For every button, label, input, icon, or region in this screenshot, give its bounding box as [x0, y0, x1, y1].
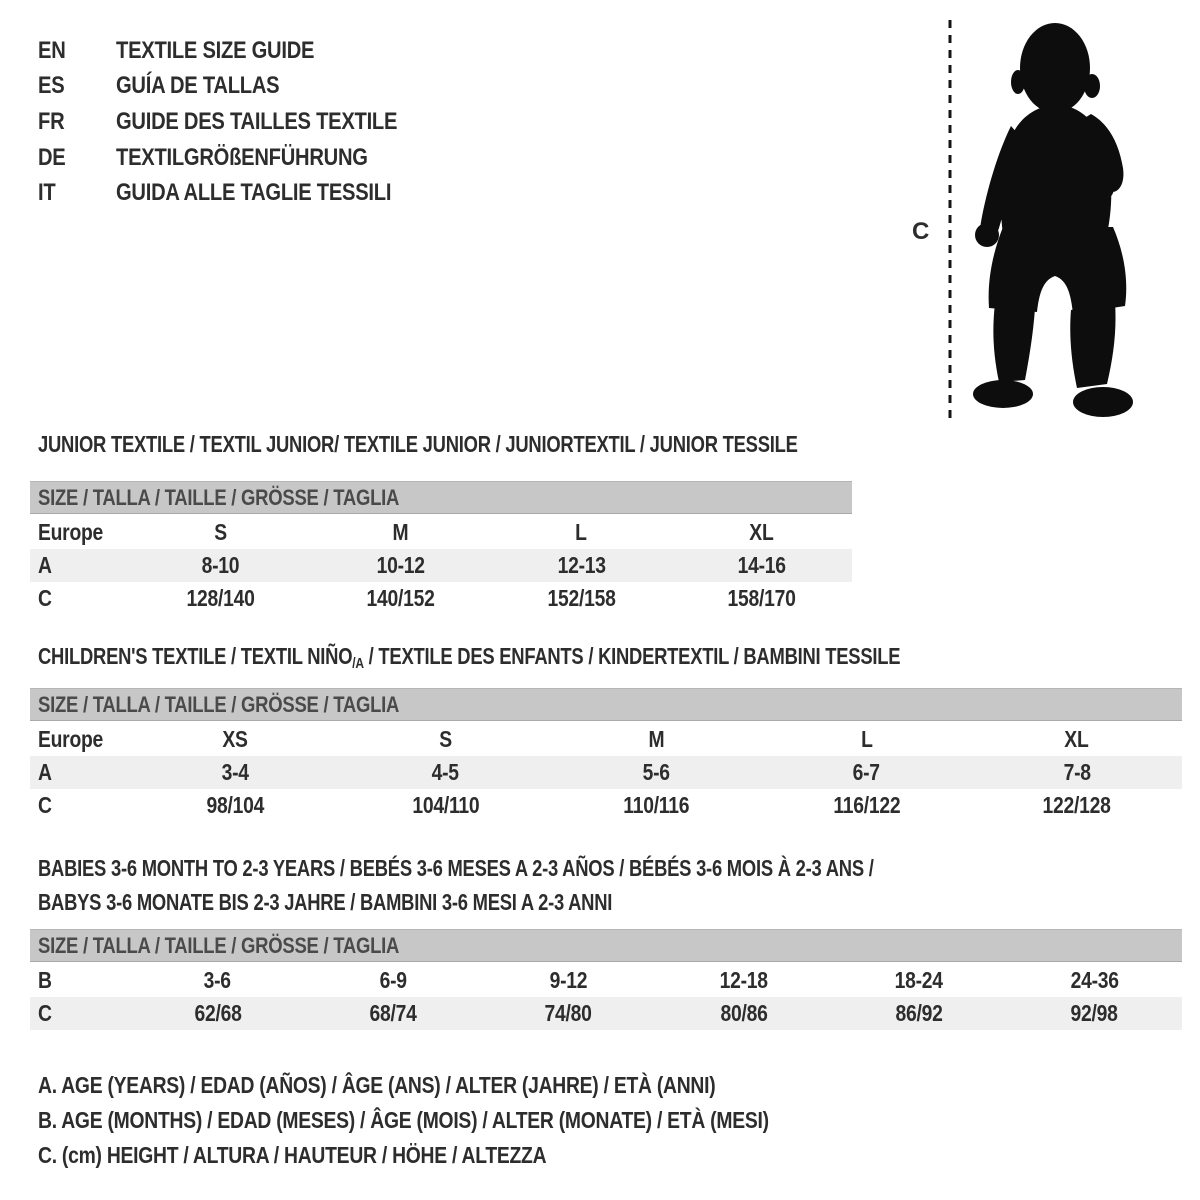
- measure-key-height: [38, 1138, 908, 1173]
- size-cell-text: M: [648, 726, 664, 752]
- row-label-text: A: [38, 552, 52, 578]
- value-cell: [761, 759, 971, 786]
- junior-table: [30, 516, 852, 615]
- size-cell: [761, 726, 971, 753]
- value-cell-text: 140/152: [366, 585, 435, 611]
- junior-heading-text: JUNIOR TEXTILE / TEXTIL JUNIOR/ TEXTILE JUNIOR / JUNIORTEXTIL / JUNIOR TESSILE: [38, 431, 798, 457]
- row-label-text: Europe: [38, 726, 104, 752]
- value-cell-text: 10-12: [376, 552, 425, 578]
- size-bar-text: SIZE / TALLA / TAILLE / GRÖSSE / TAGLIA: [38, 933, 400, 958]
- lang-code-text: DE: [38, 143, 66, 171]
- size-cell: [340, 726, 550, 753]
- size-cell-text: S: [213, 519, 227, 545]
- lang-title: [116, 37, 352, 65]
- value-cell-text: 9-12: [549, 967, 588, 993]
- row-label-text: Europe: [38, 519, 104, 545]
- row-label-text: A: [38, 759, 52, 785]
- value-cell-text: 68/74: [369, 1000, 417, 1026]
- lang-code: [38, 72, 116, 100]
- size-cell-text: XS: [222, 726, 248, 752]
- value-cell: [130, 1000, 305, 1027]
- value-cell: [491, 585, 672, 612]
- lang-title: [116, 144, 416, 172]
- lang-title-text: GUIDA ALLE TAGLIE TESSILI: [116, 179, 392, 207]
- value-cell-text: 7-8: [1063, 759, 1091, 785]
- value-cell-text: 8-10: [201, 552, 240, 578]
- lang-title-text: GUIDE DES TAILLES TEXTILE: [116, 107, 398, 135]
- row-label: [30, 726, 130, 753]
- height-measure-label: [912, 218, 929, 246]
- babies-size-bar: [30, 929, 1182, 962]
- row-label: [30, 759, 130, 786]
- size-cell-text: XL: [1064, 726, 1089, 752]
- babies-heading-line1: BABIES 3-6 MONTH TO 2-3 YEARS / BEBÉS 3-6 MESES A 2-3 AÑOS / BÉBÉS 3-6 MOIS À 2-3 ANS /: [38, 855, 874, 881]
- toddler-silhouette-icon: [973, 22, 1140, 420]
- value-cell-text: 3-4: [221, 759, 249, 785]
- value-cell: [656, 1000, 831, 1027]
- lang-code-text: IT: [38, 179, 56, 207]
- measure-key: [38, 1068, 908, 1173]
- lang-code-text: EN: [38, 36, 66, 64]
- lang-row-en: [38, 33, 451, 69]
- row-label-text: C: [38, 585, 52, 611]
- children-heading-sub: /A: [352, 655, 364, 672]
- measure-key-text: B. AGE (MONTHS) / EDAD (MESES) / ÂGE (MOIS) / ALTER (MONATE) / ETÀ (MESI): [38, 1107, 769, 1133]
- value-cell-text: 116/122: [832, 792, 900, 818]
- table-row-height: [30, 997, 1182, 1030]
- size-bar-text: SIZE / TALLA / TAILLE / GRÖSSE / TAGLIA: [38, 485, 400, 510]
- value-cell: [130, 759, 340, 786]
- measure-key-text: C. (cm) HEIGHT / ALTURA / HAUTEUR / HÖHE / ALTEZZA: [38, 1142, 547, 1168]
- size-cell-text: XL: [749, 519, 774, 545]
- row-label: [30, 792, 130, 819]
- value-cell-text: 4-5: [432, 759, 460, 785]
- value-cell: [481, 967, 656, 994]
- value-cell-text: 74/80: [544, 1000, 592, 1026]
- value-cell: [130, 585, 311, 612]
- size-cell: [130, 519, 311, 546]
- table-header-row: [30, 723, 1182, 756]
- table-row-height: [30, 582, 852, 615]
- value-cell: [1007, 967, 1182, 994]
- lang-title-text: TEXTILE SIZE GUIDE: [116, 36, 315, 64]
- value-cell: [1007, 1000, 1182, 1027]
- size-cell-text: M: [392, 519, 409, 545]
- value-cell-text: 158/170: [727, 585, 796, 611]
- measure-key-age-years: [38, 1068, 908, 1103]
- size-bar-text: SIZE / TALLA / TAILLE / GRÖSSE / TAGLIA: [38, 692, 400, 717]
- size-cell: [311, 519, 492, 546]
- size-cell-text: L: [575, 519, 588, 545]
- row-label-text: C: [38, 1000, 52, 1026]
- value-cell: [305, 967, 480, 994]
- value-cell-text: 5-6: [642, 759, 670, 785]
- row-label: [30, 1000, 130, 1027]
- value-cell: [972, 759, 1182, 786]
- measure-key-text: A. AGE (YEARS) / EDAD (AÑOS) / ÂGE (ANS) / ALTER (JAHRE) / ETÀ (ANNI): [38, 1072, 716, 1098]
- value-cell-text: 128/140: [186, 585, 255, 611]
- lang-title-text: TEXTILGRÖßENFÜHRUNG: [116, 143, 368, 171]
- language-list: [38, 33, 451, 211]
- row-label: [30, 519, 130, 546]
- size-cell-text: S: [439, 726, 452, 752]
- lang-code: [38, 179, 116, 207]
- value-cell-text: 152/158: [547, 585, 616, 611]
- value-cell-text: 92/98: [1070, 1000, 1118, 1026]
- value-cell-text: 24-36: [1070, 967, 1119, 993]
- value-cell: [551, 792, 761, 819]
- table-header-row: [30, 516, 852, 549]
- table-row-months: [30, 964, 1182, 997]
- children-heading-post: / TEXTILE DES ENFANTS / KINDERTEXTIL / BAMBINI TESSILE: [363, 643, 901, 669]
- table-row-age: [30, 549, 852, 582]
- children-size-bar: [30, 688, 1182, 721]
- lang-code-text: ES: [38, 72, 65, 100]
- lang-row-de: [38, 140, 451, 176]
- value-cell: [305, 1000, 480, 1027]
- lang-code: [38, 37, 116, 65]
- table-row-height: [30, 789, 1182, 822]
- value-cell: [130, 552, 311, 579]
- value-cell-text: 110/116: [623, 792, 689, 818]
- value-cell: [761, 792, 971, 819]
- babies-table: [30, 964, 1182, 1030]
- value-cell-text: 3-6: [204, 967, 232, 993]
- lang-code-text: FR: [38, 107, 65, 135]
- babies-heading-line2: BABYS 3-6 MONATE BIS 2-3 JAHRE / BAMBINI 3-6 MESI A 2-3 ANNI: [38, 889, 613, 915]
- value-cell-text: 122/128: [1042, 792, 1111, 818]
- lang-title-text: GUÍA DE TALLAS: [116, 72, 280, 100]
- row-label: [30, 967, 130, 994]
- value-cell-text: 80/86: [720, 1000, 768, 1026]
- measure-key-age-months: [38, 1103, 908, 1138]
- size-cell: [672, 519, 853, 546]
- junior-size-bar: [30, 481, 852, 514]
- row-label: [30, 585, 130, 612]
- value-cell: [672, 585, 853, 612]
- lang-row-it: [38, 175, 451, 211]
- lang-code: [38, 144, 116, 172]
- value-cell: [972, 792, 1182, 819]
- children-heading-text: [38, 642, 900, 678]
- junior-heading: [38, 430, 988, 458]
- value-cell-text: 6-9: [379, 967, 407, 993]
- lang-title: [116, 179, 444, 207]
- value-cell: [551, 759, 761, 786]
- row-label-text: B: [38, 967, 52, 993]
- children-table: [30, 723, 1182, 822]
- value-cell-text: 62/68: [194, 1000, 242, 1026]
- height-measure-label-text: C: [912, 218, 930, 245]
- lang-row-es: [38, 69, 451, 105]
- value-cell-text: 14-16: [737, 552, 786, 578]
- value-cell-text: 12-13: [557, 552, 606, 578]
- value-cell-text: 104/110: [412, 792, 480, 818]
- value-cell: [831, 967, 1006, 994]
- size-cell: [551, 726, 761, 753]
- value-cell: [311, 552, 492, 579]
- size-cell: [491, 519, 672, 546]
- row-label: [30, 552, 130, 579]
- row-label-text: C: [38, 792, 52, 818]
- value-cell: [481, 1000, 656, 1027]
- value-cell: [656, 967, 831, 994]
- value-cell-text: 18-24: [894, 967, 944, 993]
- children-heading-pre: CHILDREN'S TEXTILE / TEXTIL NIÑO: [38, 643, 353, 669]
- size-cell: [130, 726, 340, 753]
- value-cell: [340, 792, 550, 819]
- size-cell-text: L: [860, 726, 873, 752]
- children-heading: [38, 642, 1116, 678]
- size-cell: [972, 726, 1182, 753]
- lang-code: [38, 108, 116, 136]
- table-row-age: [30, 756, 1182, 789]
- value-cell: [491, 552, 672, 579]
- value-cell: [130, 792, 340, 819]
- value-cell: [831, 1000, 1006, 1027]
- babies-heading: [38, 851, 1083, 919]
- value-cell: [672, 552, 853, 579]
- value-cell-text: 12-18: [719, 967, 768, 993]
- value-cell: [311, 585, 492, 612]
- lang-title: [116, 108, 451, 136]
- value-cell: [130, 967, 305, 994]
- value-cell-text: 86/92: [895, 1000, 943, 1026]
- height-measure-line: [940, 16, 960, 422]
- value-cell-text: 6-7: [852, 759, 881, 785]
- value-cell-text: 98/104: [206, 792, 264, 818]
- lang-row-fr: [38, 104, 451, 140]
- lang-title: [116, 72, 310, 100]
- value-cell: [340, 759, 550, 786]
